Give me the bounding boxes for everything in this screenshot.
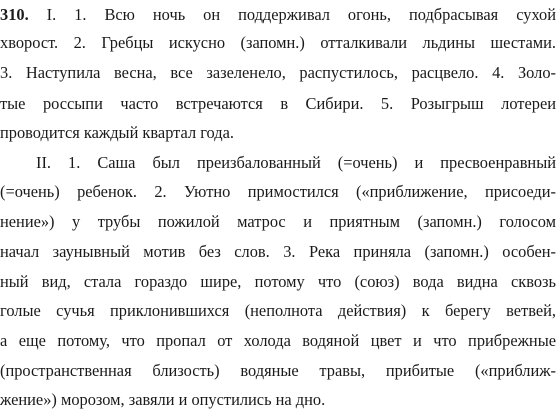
part2-line-9: жение») морозом, завяли и опустились на дно. <box>0 390 326 409</box>
part2-line-1: II. 1. Саша был преизбалованный (=очень) и пресвоенравный <box>36 153 556 172</box>
text-line-8 <box>0 211 556 233</box>
text-line-1 <box>0 4 556 26</box>
part1-line-3: 3. Наступила весна, все зазеленело, распустилось, расцвело. 4. Золо- <box>0 63 556 82</box>
text-line-12 <box>0 330 556 352</box>
text-line-11 <box>0 300 556 322</box>
text-line-5 <box>0 122 556 144</box>
text-line-2 <box>0 32 556 54</box>
part1-line-5: проводится каждый квартал года. <box>0 123 234 142</box>
part1-line-4: тые россыпи часто встречаются в Сибири. 5. Розыгрыш лотереи <box>0 94 556 113</box>
part2-line-8: (пространственная близость) водяные травы, прибитые («приближ- <box>0 361 556 380</box>
text-line-7 <box>0 181 556 203</box>
text-line-14 <box>0 389 556 411</box>
part2-line-6: голые сучья приклонившихся (неполнота действия) к берегу ветвей, <box>0 301 556 320</box>
part2-line-5: ный вид, стала гораздо шире, потому что (союз) вода видна сквозь <box>0 272 556 291</box>
text-line-10 <box>0 271 556 293</box>
part1-line-2: хворост. 2. Гребцы искусно (запомн.) отталкивали льдины шестами. <box>0 33 556 52</box>
exercise-number: 310. <box>0 5 29 24</box>
part2-line-3: нение») у трубы пожилой матрос и приятным (запомн.) голосом <box>0 212 556 231</box>
part2-line-7: а еще потому, что пропал от холода водяной цвет и что прибрежные <box>0 331 556 350</box>
text-line-4 <box>0 93 556 115</box>
part1-line-1: I. 1. Всю ночь он поддерживал огонь, подбрасывая сухой <box>46 5 556 24</box>
text-line-3 <box>0 62 556 84</box>
part2-line-2: (=очень) ребенок. 2. Уютно примостился («приближение, присоеди- <box>0 182 556 201</box>
text-line-9 <box>0 241 556 263</box>
text-line-6 <box>0 152 556 174</box>
text-line-13 <box>0 360 556 382</box>
part2-line-4: начал заунывный мотив без слов. 3. Река приняла (запомн.) особен- <box>0 242 556 261</box>
